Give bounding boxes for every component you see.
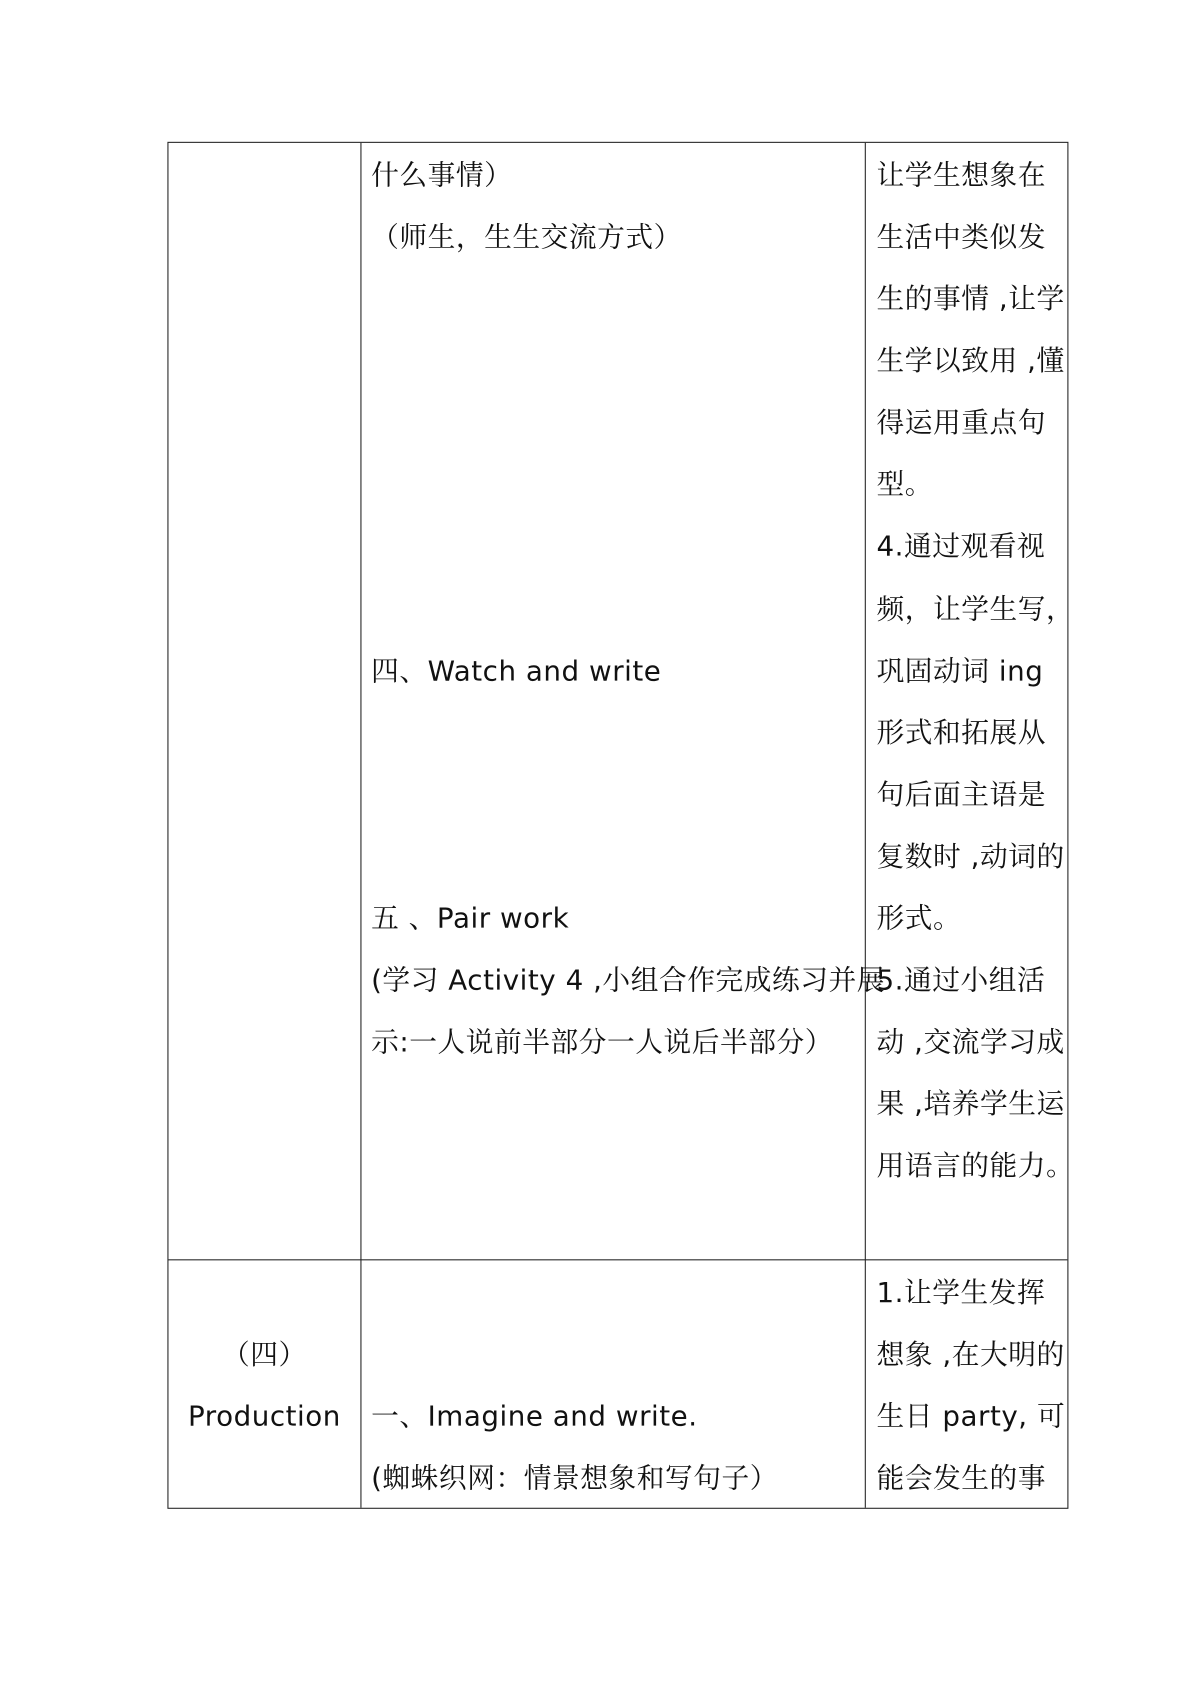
lesson-plan-table (167, 142, 1075, 1509)
intent-line: 生活中类似发 (876, 221, 1047, 254)
intent-line: 让学生想象在 (876, 159, 1047, 192)
intent-line: 果 ,培养学生运 (876, 1088, 1065, 1121)
stage-name: Production (188, 1401, 341, 1434)
column-divider-intent (865, 143, 866, 1508)
intent-line: 4.通过观看视 (876, 531, 1046, 564)
activity-line: 示:一人说前半部分一人说后半部分） (371, 1026, 834, 1059)
row-divider (168, 1259, 1067, 1260)
intent-line: 型。 (876, 469, 934, 502)
intent-line: 5.通过小组活 (876, 965, 1046, 997)
intent-line: 能会发生的事 (876, 1462, 1047, 1495)
intent-line: 形式和拓展从 (876, 717, 1047, 750)
intent-line: 巩固动词 ing (876, 655, 1044, 688)
intent-line: 频，让学生写， (876, 593, 1075, 626)
activity-heading-watch-and-write: 四、Watch and write (371, 655, 662, 688)
intent-line: 句后面主语是 (876, 779, 1047, 812)
intent-line: 1.让学生发挥 (876, 1277, 1046, 1310)
intent-line: 想象 ,在大明的 (876, 1339, 1065, 1372)
intent-line: 得运用重点句 (876, 407, 1047, 440)
stage-number: （四） (222, 1339, 307, 1372)
activity-heading-imagine-and-write: 一、Imagine and write. (371, 1401, 698, 1434)
column-divider-stage (360, 143, 361, 1508)
intent-line: 生学以致用 ,懂 (876, 345, 1065, 378)
activity-heading-pair-work: 五 、Pair work (371, 903, 570, 936)
intent-line: 形式。 (876, 903, 962, 936)
activity-line: (蜘蛛织网：情景想象和写句子） (371, 1462, 779, 1495)
intent-line: 动 ,交流学习成 (876, 1026, 1065, 1059)
intent-line: 用语言的能力。 (876, 1150, 1075, 1183)
intent-line: 生日 party, 可 (876, 1401, 1066, 1434)
activity-line: (学习 Activity 4 ,小组合作完成练习并展 (371, 965, 886, 997)
intent-line: 复数时 ,动词的 (876, 841, 1065, 874)
activity-line: 什么事情） (371, 159, 513, 192)
activity-line: （师生，生生交流方式） (371, 221, 682, 254)
intent-line: 生的事情 ,让学 (876, 283, 1065, 316)
